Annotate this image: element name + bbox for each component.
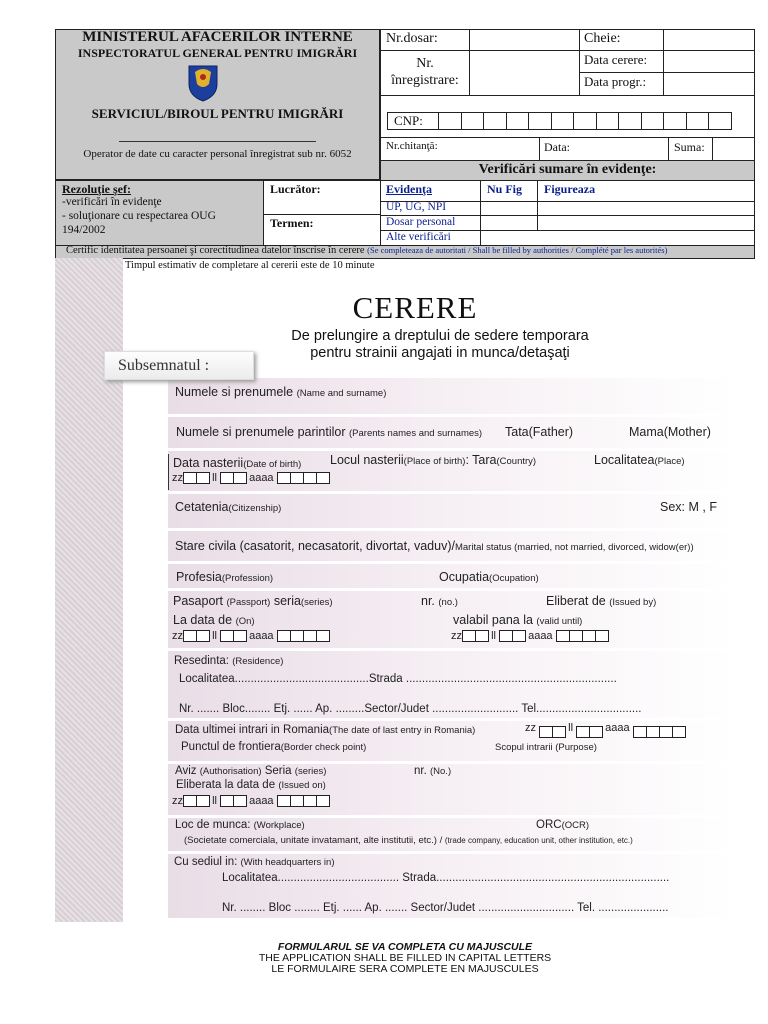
field-sediul (174, 856, 334, 868)
eliberat-label-en: (Issued by) (609, 597, 657, 608)
inspectorate-title: INSPECTORATUL GENERAL PENTRU IMIGRĂRI (77, 46, 358, 60)
tata-label[interactable]: Tata(Father) (505, 425, 574, 439)
rezolutie-line-1: -verificări în evidenţe (62, 196, 162, 208)
aaaa-label: aaaa (249, 630, 274, 642)
row-separator (168, 414, 733, 417)
row-separator (168, 588, 733, 591)
ll-label: ll (212, 630, 217, 642)
evidenta-label: Evidenţa (386, 182, 433, 196)
cheie-value[interactable] (663, 29, 755, 51)
ministry-title: MINISTERUL AFACERILOR INTERNE (82, 29, 353, 45)
birth-date-input[interactable] (172, 472, 329, 484)
pasaport-label-en: (Passport) (226, 597, 271, 608)
sex-label[interactable]: Sex: M , F (660, 500, 717, 514)
up-ug-label: UP, UG, NPI (386, 201, 447, 213)
dosar-nufig[interactable] (480, 215, 538, 231)
profesia-label-en: (Profession) (221, 573, 274, 584)
aviz-seria-label: Seria (264, 765, 292, 777)
localitatea-label-en: (Place) (654, 456, 685, 467)
sediul-label-en: (With headquarters in) (240, 857, 335, 868)
cnp-field[interactable] (387, 112, 732, 130)
loc-munca-label-en: (Workplace) (253, 820, 305, 831)
lucrator-label: Lucrător: (270, 182, 321, 196)
data-nasterii-marker (168, 454, 169, 490)
rezolutie-label: Rezoluţie şef: (62, 182, 131, 196)
dosar-personal-label: Dosar personal (386, 216, 456, 228)
entry-date-input[interactable] (525, 718, 685, 738)
cetatenia-label: Cetatenia (175, 500, 229, 514)
ocupatia-label-en: (Ocupation) (489, 573, 539, 584)
field-punct-frontiera[interactable] (181, 741, 366, 753)
data-nasterii-label: Data nasterii (173, 456, 244, 470)
field-resedinta (174, 655, 283, 667)
data-nasterii-label-en: (Date of birth) (243, 459, 302, 470)
footer-line-2: THE APPLICATION SHALL BE FILLED IN CAPITAL LETTERS (258, 952, 552, 964)
scopul-label[interactable]: Scopul intrarii (Purpose) (495, 742, 597, 753)
field-ocupatia[interactable] (439, 570, 539, 584)
sediul-line-2[interactable]: Nr. ........ Bloc ........ Etj. ...... Ap. ....... Sector/Judet .............................. Tel. ...................... (222, 902, 669, 914)
subsemnatul-label: Subsemnatul : (104, 351, 254, 380)
tara-label: : Tara (465, 453, 497, 467)
field-aviz[interactable] (175, 765, 326, 777)
parinti-label: Numele si prenumele parintilor (176, 425, 346, 439)
pasaport-seria-label-en: (series) (300, 597, 333, 608)
eliberat-label: Eliberat de (546, 594, 606, 608)
ll-label: ll (212, 795, 217, 807)
parinti-label-en: (Parents names and surnames) (349, 428, 483, 439)
aviz-seria-label-en: (series) (294, 766, 327, 777)
societate-label: (Societate comerciala, unitate invatamant, alte institutii, etc.) / (184, 835, 443, 846)
ll-label: ll (491, 630, 496, 642)
issue-date-input[interactable] (172, 630, 329, 642)
zz-label: zz (172, 472, 183, 484)
nume-label-en: (Name and surname) (296, 388, 387, 399)
nume-label: Numele si prenumele (175, 385, 294, 399)
cheie-label: Cheie: (584, 31, 621, 46)
field-aviz-nr[interactable] (414, 765, 451, 777)
eliberata-label-en: (Issued on) (278, 780, 326, 791)
nr-inregistrare-label-2: înregistrare: (391, 73, 459, 88)
tara-label-en: (Country) (496, 456, 537, 467)
data-progr-label: Data progr.: (584, 74, 647, 89)
dosar-fig[interactable] (537, 215, 755, 231)
loc-munca-label: Loc de munca: (175, 819, 251, 831)
sediul-label: Cu sediul in: (174, 856, 238, 868)
row-separator (168, 761, 733, 764)
field-profesia[interactable] (176, 570, 273, 584)
stare-civila-label-en: Marital status (married, not married, divorced, widow(er)) (454, 542, 694, 553)
localitatea-label: Localitatea (594, 453, 655, 467)
data-cerere-label: Data cerere: (584, 52, 648, 67)
termen-label: Termen: (270, 216, 314, 230)
aviz-label: Aviz (175, 765, 197, 777)
nr-inregistrare-label-1: Nr. (416, 56, 434, 71)
certific-label: Certific identitatea persoanei şi corectitudinea datelor înscrise în cerere (66, 245, 365, 256)
la-data-label-en: (On) (235, 616, 255, 627)
cnp-label: CNP: (388, 113, 439, 129)
aaaa-label: aaaa (249, 795, 274, 807)
aviz-nr-label: nr. (414, 765, 427, 777)
up-ug-fig[interactable] (537, 201, 755, 216)
rezolutie-line-3: 194/2002 (62, 224, 106, 236)
valabil-label-en: (valid until) (536, 616, 583, 627)
up-ug-nufig[interactable] (480, 201, 538, 216)
row-separator (168, 815, 733, 818)
rezolutie-line-2: - soluţionare cu respectarea OUG (62, 210, 216, 222)
sediul-line-1[interactable]: Localitatea...................................... Strada......................................................................... (222, 872, 670, 884)
signature-line (119, 141, 316, 142)
pasaport-seria-label: seria (273, 594, 301, 608)
orc-label: ORC (536, 819, 562, 831)
valabil-label: valabil pana la (453, 613, 533, 627)
alte-rest[interactable] (480, 230, 755, 246)
operator-text: Operator de date cu caracter personal înregistrat sub nr. 6052 (83, 148, 352, 160)
orc-label-en: (OCR) (561, 820, 590, 831)
coat-of-arms-icon (186, 62, 220, 102)
row-separator (168, 561, 733, 564)
zz-label: zz (525, 721, 536, 734)
nr-chitanta-label: Nr.chitanţă: (386, 140, 438, 152)
cetatenia-label-en: (Citizenship) (228, 503, 282, 514)
field-cetatenia[interactable] (175, 500, 281, 514)
cnp-boxes (439, 113, 731, 129)
form-subtitle-2: pentru strainii angajati in munca/detaşaţi (310, 345, 570, 361)
pasaport-nr-label-en: (no.) (438, 597, 458, 608)
locul-nasterii-label: Locul nasterii (330, 453, 404, 467)
la-data-label: La data de (173, 613, 233, 627)
valid-date-input[interactable] (451, 630, 608, 642)
field-localitatea[interactable] (594, 453, 685, 467)
zz-label: zz (451, 630, 462, 642)
societate-note (184, 835, 633, 846)
aviz-label-en: (Authorisation) (199, 766, 262, 777)
zz-label: zz (172, 630, 183, 642)
eliberata-label: Eliberata la data de (176, 779, 276, 791)
stare-civila-label: Stare civila (casatorit, necasatorit, divortat, vaduv)/ (175, 539, 455, 553)
form-subtitle-1: De prelungire a dreptului de sedere temporara (291, 328, 589, 344)
suma-label: Suma: (674, 140, 705, 154)
nr-inregistrare-value[interactable] (469, 50, 580, 96)
row-separator (168, 491, 733, 494)
aaaa-label: aaaa (249, 472, 274, 484)
mama-label[interactable]: Mama(Mother) (629, 425, 711, 439)
row-separator (168, 448, 733, 451)
resedinta-line-1[interactable]: Localitatea..........................................Strada .................................................................. (179, 673, 617, 685)
certific-text (66, 245, 667, 256)
row-separator (168, 648, 733, 651)
ll-label: ll (212, 472, 217, 484)
field-valabil (453, 613, 582, 627)
alte-verificari-label: Alte verificări (386, 231, 451, 243)
ultima-intrare-label: Data ultimei intrari in Romania (175, 724, 330, 736)
field-eliberata (176, 779, 326, 791)
service-title: SERVICIUL/BIROUL PENTRU IMIGRĂRI (91, 106, 344, 121)
row-separator (168, 851, 733, 854)
suma-divider (712, 137, 713, 161)
form-title: CERERE (352, 290, 478, 325)
footer-line-3: LE FORMULAIRE SERA COMPLETE EN MAJUSCULES (271, 963, 539, 975)
ll-label: ll (568, 721, 574, 734)
verificari-title: Verificări sumare în evidenţe: (478, 162, 657, 177)
field-nume[interactable] (175, 385, 386, 399)
aaaa-label: aaaa (605, 721, 630, 734)
nr-dosar-label: Nr.dosar: (386, 31, 438, 46)
row-separator (168, 528, 733, 531)
field-pasaport[interactable] (173, 594, 333, 608)
pasaport-label: Pasaport (173, 594, 224, 608)
aviz-nr-label-en: (No.) (430, 766, 452, 777)
ultima-intrare-label-en: (The date of last entry in Romania) (329, 725, 476, 736)
field-loc-munca[interactable] (175, 819, 305, 831)
pasaport-nr-label: nr. (421, 594, 435, 608)
field-ultima-intrare (175, 724, 475, 736)
resedinta-label-en: (Residence) (232, 656, 284, 667)
field-stare-civila[interactable] (175, 539, 694, 553)
profesia-label: Profesia (176, 570, 222, 584)
data-progr-value[interactable] (663, 72, 755, 96)
punct-frontiera-label: Punctul de frontiera (181, 741, 281, 753)
punct-frontiera-label-en: (Border check point) (280, 742, 367, 753)
field-la-data (173, 613, 255, 627)
field-locul-nasterii (330, 453, 536, 467)
aviz-date-input[interactable] (172, 795, 329, 807)
field-orc[interactable] (536, 819, 589, 831)
locul-nasterii-label-en: (Place of birth) (403, 456, 466, 467)
figureaza-label: Figureaza (544, 182, 596, 196)
data-label: Data: (544, 140, 570, 154)
zz-label: zz (172, 795, 183, 807)
societate-label-en: (trade company, education unit, other institution, etc.) (444, 836, 633, 845)
ocupatia-label: Ocupatia (439, 570, 490, 584)
resedinta-line-2[interactable]: Nr. ....... Bloc........ Etj. ...... Ap. .........Sector/Judet ........................... Tel................................. (179, 703, 642, 715)
field-pasaport-nr[interactable] (421, 594, 458, 608)
data-cerere-value[interactable] (663, 50, 755, 73)
field-parinti[interactable] (176, 425, 482, 439)
field-eliberat[interactable] (546, 594, 656, 608)
nr-dosar-value[interactable] (469, 29, 580, 51)
aaaa-label: aaaa (528, 630, 553, 642)
nu-fig-label: Nu Fig (487, 182, 523, 196)
footer-line-1: FORMULARUL SE VA COMPLETA CU MAJUSCULE (277, 941, 533, 953)
resedinta-label: Resedinta: (174, 655, 229, 667)
field-data-nasterii (173, 456, 301, 470)
certific-note: (Se completeaza de autoritati / Shall be filled by authorities / Complété par les autorités) (367, 245, 668, 255)
timp-estimativ: Timpul estimativ de completare al cererii este de 10 minute (125, 260, 375, 271)
